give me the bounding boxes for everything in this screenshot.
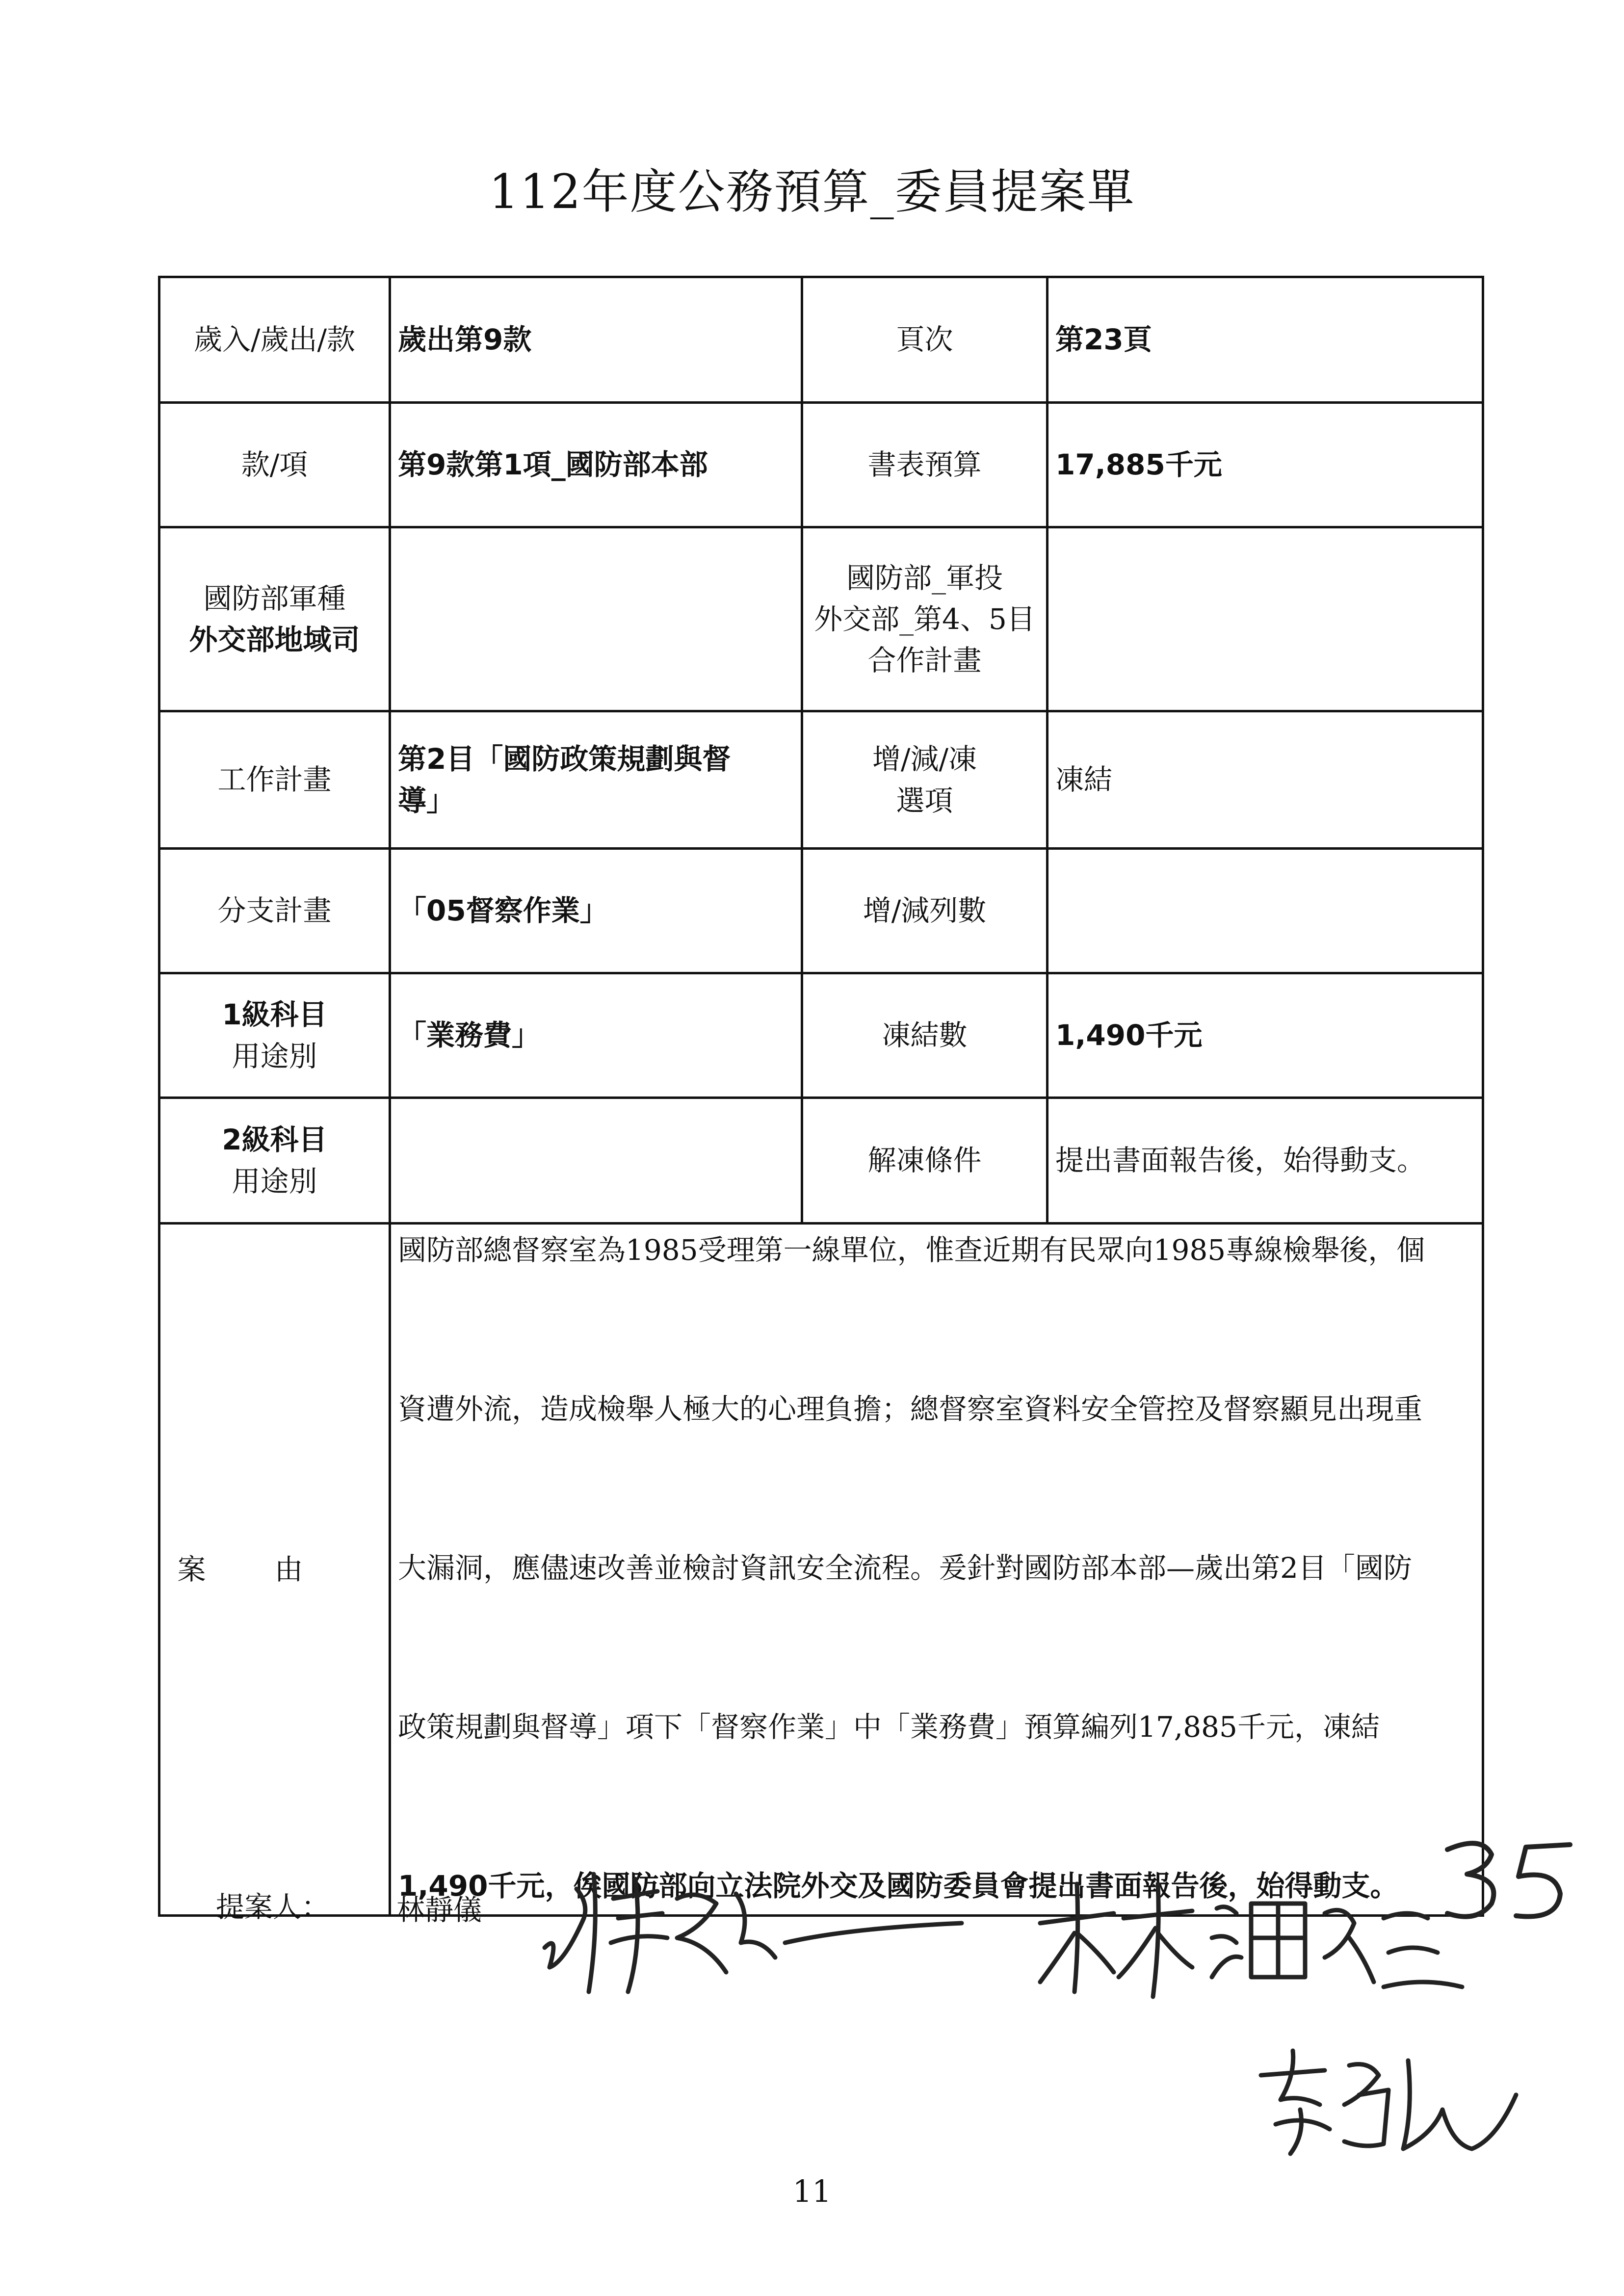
label-budget-amount: 書表預算 [802, 403, 1048, 527]
label-budget-type [159, 277, 390, 403]
signature-2 [1030, 1864, 1472, 2011]
page-number: 11 [792, 2173, 832, 2209]
page-title: 112年度公務預算_委員提案單 [489, 164, 1135, 219]
label-level1 [159, 973, 390, 1098]
proposer-name: 林靜儀 [396, 1893, 482, 1927]
proposal-form-table [158, 276, 1484, 1917]
label-cooperation-line2: 外交部_第4、5目 [814, 602, 1035, 636]
value-military [390, 527, 802, 711]
reason-text [390, 1224, 1483, 1916]
signature-1 [530, 1845, 971, 2007]
label-cooperation [802, 527, 1048, 711]
label-level2 [159, 1098, 390, 1224]
label-cooperation-line3: 合作計畫 [867, 644, 982, 678]
form-row-branch-plan [159, 849, 1483, 973]
reason-line: 1,490千元，俟國防部向立法院外交及國防委員會提出書面報告後，始得動支。 [398, 1869, 1399, 1903]
label-level2-line1: 2級科目 [222, 1123, 327, 1157]
value-adjust-amount [1048, 849, 1483, 973]
value-frozen-amount: 1,490千元 [1048, 973, 1483, 1098]
value-level2 [390, 1098, 802, 1224]
value-work-plan-line1: 第2目「國防政策規劃與督 [398, 742, 731, 776]
reason-line: 國防部總督察室為1985受理第一線單位，惟查近期有民眾向1985專線檢舉後，個 [398, 1233, 1425, 1267]
value-budget-amount: 17,885千元 [1048, 403, 1483, 527]
label-level1-line2: 用途別 [232, 1039, 317, 1073]
value-work-plan [390, 711, 802, 849]
label-military-line1: 國防部軍種 [203, 581, 346, 615]
signature-count [1438, 1830, 1585, 1928]
label-option-line1: 增/減/凍 [872, 742, 977, 776]
label-military [159, 527, 390, 711]
form-row-level1 [159, 973, 1483, 1098]
value-budget-type: 歲出第9款 [390, 277, 802, 403]
label-frozen-amount: 凍結數 [802, 973, 1048, 1098]
value-page: 第23頁 [1048, 277, 1483, 403]
label-cooperation-line1: 國防部_軍投 [846, 561, 1003, 595]
form-row-reason [159, 1224, 1483, 1916]
reason-line: 資遭外流，造成檢舉人極大的心理負擔；總督察室資料安全管控及督察顯見出現重 [398, 1392, 1423, 1426]
label-level2-line2: 用途別 [232, 1164, 317, 1198]
form-row-military [159, 527, 1483, 711]
label-adjust-amount: 增/減列數 [802, 849, 1048, 973]
value-level1: 「業務費」 [390, 973, 802, 1098]
label-military-line2: 外交部地域司 [189, 623, 360, 656]
label-work-plan: 工作計畫 [159, 711, 390, 849]
label-reason [159, 1224, 390, 1916]
label-reason-text: 案由 [177, 1552, 372, 1586]
label-unfreeze-condition: 解凍條件 [802, 1098, 1048, 1224]
form-row-level2 [159, 1098, 1483, 1224]
form-row-budget-type [159, 277, 1483, 403]
form-row-item [159, 403, 1483, 527]
label-item: 款/項 [159, 403, 390, 527]
signature-3 [1246, 2036, 1521, 2159]
value-option: 凍結 [1048, 711, 1483, 849]
value-branch-plan: 「05督察作業」 [390, 849, 802, 973]
label-option [802, 711, 1048, 849]
label-budget-type-text: 歲入/歲出/款 [193, 323, 356, 357]
reason-line: 大漏洞，應儘速改善並檢討資訊安全流程。爰針對國防部本部—歲出第2目「國防 [398, 1551, 1412, 1585]
reason-line: 政策規劃與督導」項下「督察作業」中「業務費」預算編列17,885千元，凍結 [398, 1710, 1380, 1744]
value-work-plan-line2: 導」 [398, 783, 455, 817]
label-option-line2: 選項 [896, 783, 953, 817]
form-row-work-plan [159, 711, 1483, 849]
value-item: 第9款第1項_國防部本部 [390, 403, 802, 527]
value-cooperation [1048, 527, 1483, 711]
proposer-label: 提案人： [216, 1890, 330, 1924]
label-branch-plan: 分支計畫 [159, 849, 390, 973]
value-unfreeze-condition: 提出書面報告後，始得動支。 [1048, 1098, 1483, 1224]
label-page: 頁次 [802, 277, 1048, 403]
label-level1-line1: 1級科目 [222, 998, 327, 1032]
